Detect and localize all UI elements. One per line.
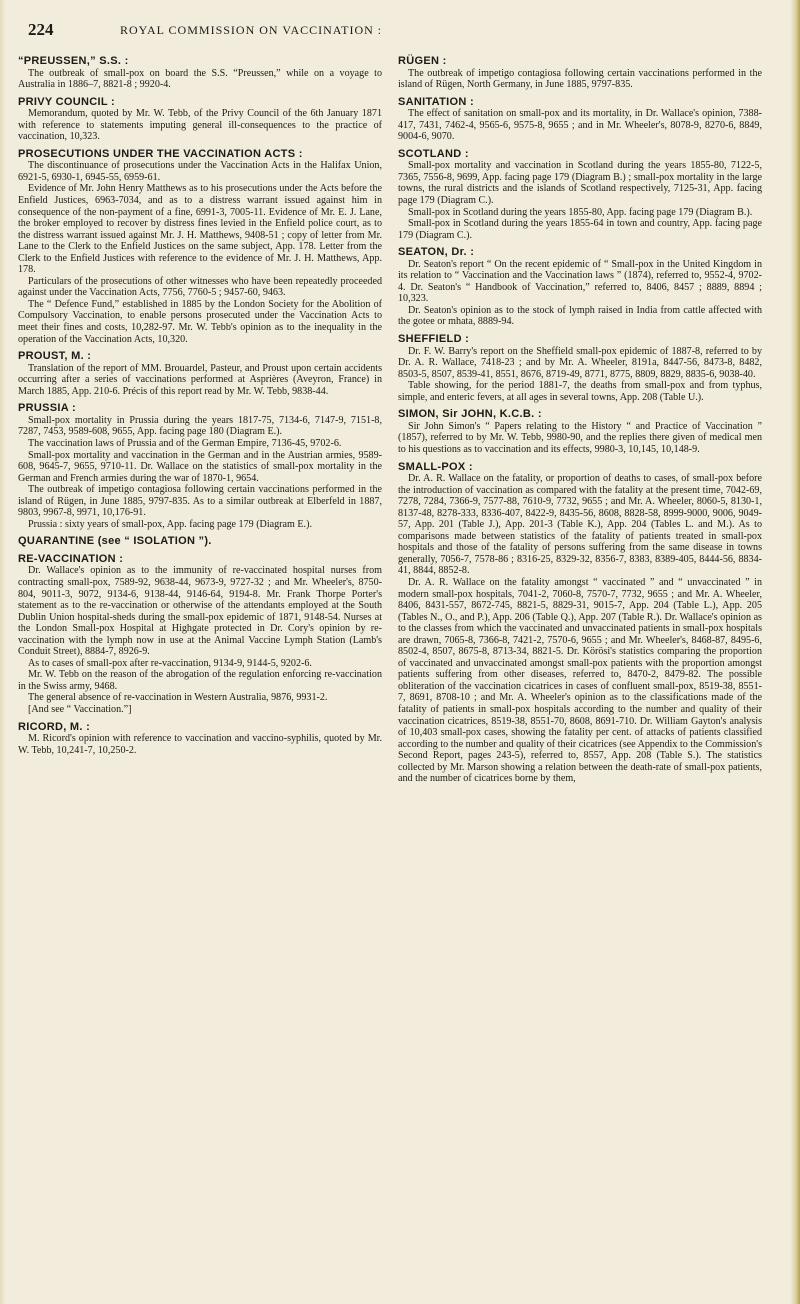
index-entry <box>398 97 762 143</box>
entry-paragraph: The outbreak of small-pox on board the S.S. “Preussen,” while on a voyage to Australia in 1886–7, 8821-8 ; 9920-4. <box>18 67 382 91</box>
entry-heading: RICORD, M. : <box>18 720 91 733</box>
entry-paragraph: Particulars of the prosecutions of other witnesses who have been repeatedly proceeded against under the Vaccination Acts, 7756, 7760-5 ; 9457-60, 9463. <box>18 275 382 299</box>
index-entry <box>398 334 762 403</box>
index-entry <box>18 149 382 345</box>
entry-heading: SANITATION : <box>398 95 474 108</box>
index-entry <box>18 97 382 143</box>
index-entry <box>398 462 762 785</box>
entry-paragraph: Small-pox mortality in Prussia during the years 1817-75, 7134-6, 7147-9, 7151-8, 7287, 7453, 9589-608, 9655, App. facing page 180 (Diagram E.). <box>18 414 382 438</box>
entry-heading: RÜGEN : <box>398 55 447 67</box>
entry-paragraph: Small-pox in Scotland during the years 1855-80, App. facing page 179 (Diagram B.). <box>408 206 753 218</box>
running-title: ROYAL COMMISSION ON VACCINATION : <box>120 23 383 37</box>
entry-paragraph: Sir John Simon's “ Papers relating to the History “ and Practice of Vaccination ” (1857), referred to by Mr. W. Tebb, 9980-90, and the replies there given of medical men to his questions as to vaccination and its effects, 9980-3, 10,145, 10,148-9. <box>398 420 762 455</box>
index-entry <box>398 56 762 91</box>
entry-paragraph: As to cases of small-pox after re-vaccination, 9134-9, 9144-5, 9202-6. <box>28 657 312 669</box>
page-header <box>28 20 768 40</box>
entry-paragraph: The outbreak of impetigo contagiosa following certain vaccinations performed in the island of Rügen, in June 1885, 9797-835. As to a similar outbreak at Elberfeld in 1887, 9803, 9967-8, 9971, 10,176-91. <box>18 484 382 519</box>
entry-paragraph: Dr. Wallace's opinion as to the immunity of re-vaccinated hospital nurses from contracting small-pox, 7589-92, 9638-44, 9673-9, 9727-32 ; and Mr. Wheeler's, 8750-804, 9011-3, 9072, 9134-6, 9138-44, 9146-64, 9194-8. Mr. Frank Thorpe Porter's statement as to the re-vaccination or otherwise of the attendants employed at the South Dublin Union hospital-sheds during the small-pox epidemic of 1871, 9148-54. Nurses at the London Small-pox Hospital at Highgate protected in Dr. Cory's opinion by re-vaccination with the lymph now in use at the Animal Vaccine Lymph Station (Lamb's Conduit Street), 8884-7, 8926-9. <box>18 565 382 658</box>
left-page-edge <box>0 0 6 1304</box>
entry-paragraph: Dr. A. R. Wallace on the fatality, or proportion of deaths to cases, of small-pox before the introduction of vaccination as compared with the fatality at the present time, 7042-69, 7278, 7284, 7366-9, 7577-88, 7610-9, 7732, 9655 ; and Mr. A. Wheeler, 8060-5, 8130-1, 8137-48, 8278-333, 8336-407, 8422-9, 8435-56, 8608, 8828-58, 8999-9000, 9006, 9049-57, App. 201 (Table J.), App. 201-3 (Table K.), App. 204 (Tables L. and M.). As to comparisons made between statistics of the fatality of patients treated in small-pox hospitals and those of the fatality of persons suffering from the same disease in towns generally, 7056-7, 7578-86 ; 8316-25, 8329-32, 8356-7, 8383, 8389-405, 8444-56, 8834-41, 8844, 8852-8. <box>398 473 762 577</box>
entry-paragraph: Memorandum, quoted by Mr. W. Tebb, of the Privy Council of the 6th January 1871 with reference to statements imputing general ill-consequences to the practice of vaccination, 10,323. <box>18 108 382 143</box>
entry-paragraph: Small-pox in Scotland during the years 1855-64 in town and country, App. facing page 179 (Diagram C.). <box>398 218 762 241</box>
entry-paragraph: Table showing, for the period 1881-7, the deaths from small-pox and from typhus, simple, and enteric fevers, at all ages in several towns, App. 208 (Table U.). <box>398 380 762 403</box>
entry-paragraph: The “ Defence Fund,” established in 1885 by the London Society for the Abolition of Compulsory Vaccination, to enable persons prosecuted under the Vaccination Acts to meet their fines and costs, 10,282-97. Mr. W. Tebb's opinion as to the inequality in the operation of the Vaccination Acts, 10,320. <box>18 298 382 345</box>
entry-heading: SMALL-POX : <box>398 460 473 473</box>
index-entry <box>18 554 382 716</box>
entry-paragraph: Dr. F. W. Barry's report on the Sheffield small-pox epidemic of 1887-8, referred to by Dr. A. R. Wallace, 7418-23 ; and by Mr. A. Wheeler, 8191a, 8447-56, 8473-8, 8482, 8503-5, 8507, 8539-41, 8551, 8676, 8719-49, 8771, 8775, 8809, 8829, 8835-6, 9038-40. <box>398 345 762 380</box>
entry-heading: SCOTLAND : <box>398 147 469 160</box>
index-entry <box>18 722 382 757</box>
entry-heading: SHEFFIELD : <box>398 333 470 346</box>
index-entry <box>18 351 382 397</box>
entry-paragraph: Evidence of Mr. John Henry Matthews as to his prosecutions under the Acts before the Enfield Justices, 6963-7034, and as to a distress warrant issued against him in consequence of the non-payment of a fine, 6991-3, 7005-11. Evidence of Mr. E. J. Lane, the broker employed to recover by distress fines levied in the Enfield police court, as to the distress warrant issued against Mr. J. H. Matthews, 9408-51 ; copy of letter from Mr. Lane to the Clerk to the Enfield Justices on the same subject, App. 178. Letter from the Clerk to the Enfield Justices with reference to the evidence of Mr. J. H. Matthews, App. 178. <box>18 183 382 276</box>
entry-paragraph: Prussia : sixty years of small-pox, App. facing page 179 (Diagram E.). <box>28 518 312 530</box>
entry-paragraph: The general absence of re-vaccination in Western Australia, 9876, 9931-2. <box>28 692 328 704</box>
left-column <box>18 56 382 762</box>
entry-heading: PRIVY COUNCIL : <box>18 95 115 108</box>
entry-paragraph: M. Ricord's opinion with reference to vaccination and vaccino-syphilis, quoted by Mr. W. Tebb, 10,241-7, 10,250-2. <box>18 733 382 756</box>
entry-heading: SEATON, Dr. : <box>398 246 475 259</box>
entry-heading: RE-VACCINATION : <box>18 552 124 565</box>
index-entry <box>18 536 382 548</box>
entry-paragraph: The effect of sanitation on small-pox and its mortality, in Dr. Wallace's opinion, 7388-417, 7431, 7462-4, 9565-6, 9575-8, 9655 ; and in Mr. Wheeler's, 8078-9, 8270-6, 8849, 9004-6, 9070. <box>398 108 762 143</box>
right-page-edge <box>790 0 800 1304</box>
entry-paragraph: Translation of the report of MM. Brouardel, Pasteur, and Proust upon certain accidents occurring after a series of vaccinations performed at Asprières (Aveyron, France) in March 1885, App. 210-6. Précis of this report read by Mr. W. Tebb, 9838-44. <box>18 362 382 397</box>
right-column <box>398 56 762 791</box>
index-entry <box>398 247 762 328</box>
entry-paragraph: The vaccination laws of Prussia and of the German Empire, 7136-45, 9702-6. <box>28 437 342 449</box>
entry-heading: PROUST, M. : <box>18 350 92 363</box>
entry-paragraph: Small-pox mortality and vaccination in the German and in the Austrian armies, 9589-608, 9645-7, 9655, 9710-11. Dr. Wallace on the statistics of small-pox mortality in the German and French armies during the war of 1870-1, 9654. <box>18 449 382 484</box>
entry-heading: “PREUSSEN,” S.S. : <box>18 55 129 67</box>
entry-paragraph: The outbreak of impetigo contagiosa following certain vaccinations performed in the island of Rügen, North Germany, in June 1885, 9797-835. <box>398 67 762 91</box>
entry-heading: SIMON, Sir JOHN, K.C.B. : <box>398 408 542 421</box>
entry-paragraph: Dr. Seaton's report “ On the recent epidemic of “ Small-pox in the United Kingdom in its relation to “ Vaccination and the Vaccination laws ” (1874), referred to, 9552-4, 9702-4. Dr. Seaton's “ Handbook of Vaccination,” referred to, 8406, 8457 ; 8889, 8894 ; 10,323. <box>398 258 762 305</box>
index-entry <box>398 409 762 455</box>
entry-heading: PROSECUTIONS UNDER THE VACCINATION ACTS : <box>18 147 303 160</box>
entry-paragraph: The discontinuance of prosecutions under the Vaccination Acts in the Halifax Union, 6921-5, 6930-1, 6945-55, 6959-61. <box>18 160 382 183</box>
page-number: 224 <box>28 20 54 39</box>
entry-paragraph: Dr. Seaton's opinion as to the stock of lymph raised in India from cattle affected with the gotee or mhata, 8889-94. <box>398 304 762 328</box>
entry-heading: PRUSSIA : <box>18 402 76 415</box>
index-entry <box>398 149 762 241</box>
entry-paragraph: Mr. W. Tebb on the reason of the abrogation of the regulation enforcing re-vaccination in the Swiss army, 9468. <box>18 669 382 692</box>
index-entry <box>18 56 382 91</box>
index-entry <box>18 403 382 530</box>
entry-paragraph: Small-pox mortality and vaccination in Scotland during the years 1855-80, 7122-5, 7365, 7556-8, 9699, App. facing page 179 (Diagram B.) ; small-pox mortality in the large towns, the rural districts and the islands of Scotland respectively, 7125-31, App. facing page 179 (Diagram C.). <box>398 160 762 207</box>
entry-paragraph: Dr. A. R. Wallace on the fatality amongst “ vaccinated ” and “ unvaccinated ” in modern small-pox hospitals, 7041-2, 7060-8, 7570-7, 7732, 9655 ; and Mr. A. Wheeler, 8406, 8431-557, 8672-745, 8821-5, 8829-31, 9015-7, App. 204 (Table L.), App. 205 (Tables N., O., and P.), App. 206 (Table Q.), App. 207 (Table R.). Dr. Wallace's opinion as to the classes from which the vaccinated and unvaccinated patients in small-pox hospitals are drawn, 7065-8, 7366-8, 7421-2, 7570-6, 9655 ; and Mr. Wheeler's, 8468-87, 8495-6, 8502-4, 8507, 8675-8, 8713-34, 8821-5. Dr. Körösi's statistics comparing the proportion of vaccinated and unvaccinated amongst small-pox patients with the proportion amongst patients suffering from other diseases, referred to, 8470-2, 8479-82. The possible obliteration of the vaccination cicatrices in cases of confluent small-pox, 8519-38, 8551-7, 8691, 8708-10 ; and Mr. A. Wheeler's opinion as to the classifications made of the fatality of patients in small-pox hospitals according to the number and quality of their vaccination cicatrices, 8519-38, 8551-70, 8608, 8691-710. Dr. William Gayton's analysis of 10,403 small-pox cases, showing the fatality per cent. of attacks of patients classified according to the number and quality of their cicatrices (see Appendix to the Commission's Second Report, pages 243-5), referred to, 8557, App. 208 (Table S.). The statistics collected by Mr. Marson showing a relation between the death-rate of small-pox patients, and the number of cicatrices borne by them, <box>398 576 762 785</box>
entry-heading: QUARANTINE (see “ ISOLATION ”). <box>18 535 212 548</box>
entry-paragraph: [And see “ Vaccination.”] <box>28 703 132 715</box>
